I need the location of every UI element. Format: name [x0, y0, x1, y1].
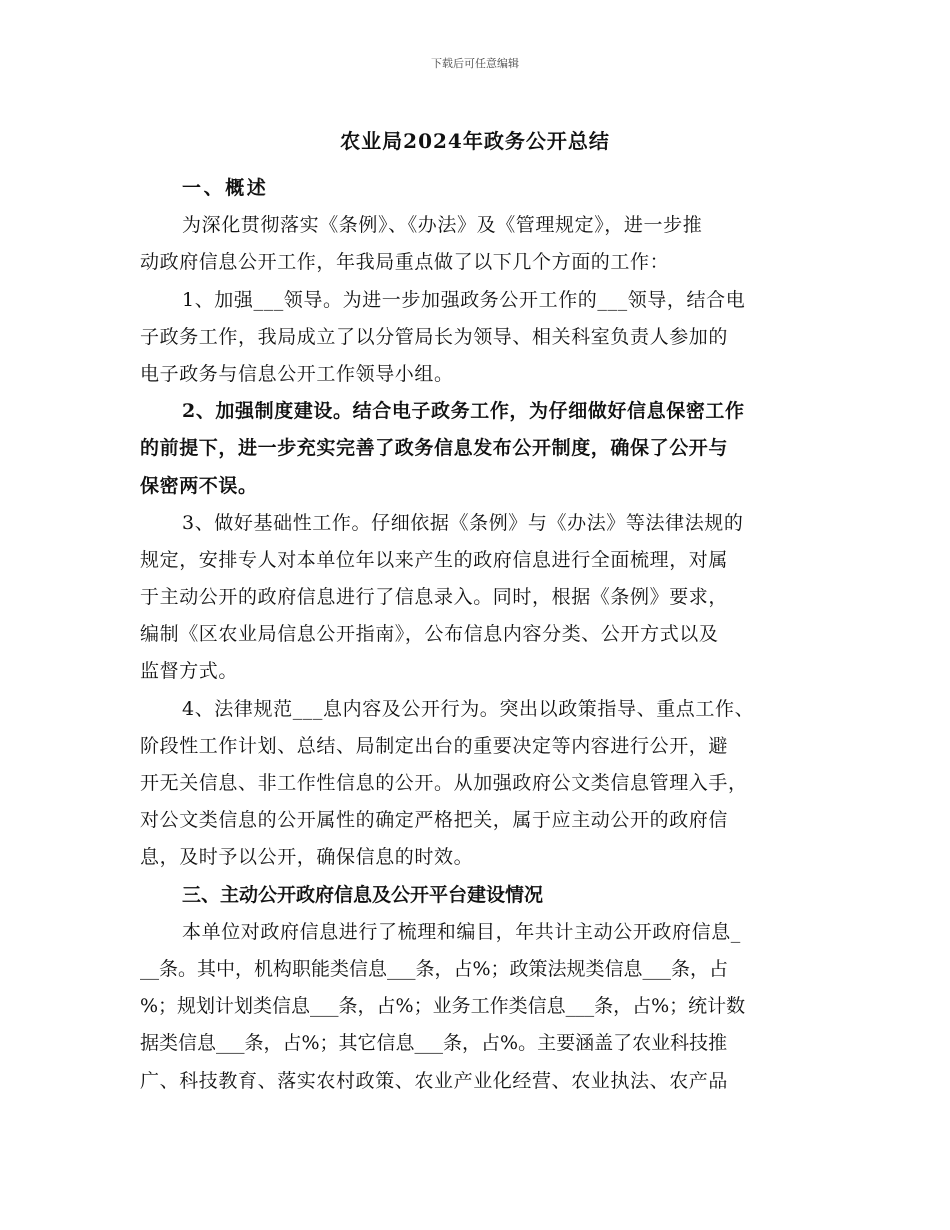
paragraph-line: 编制《区农业局信息公开指南》，公布信息内容分类、公开方式以及 [140, 623, 719, 646]
paragraph-line: 开无关信息、非工作性信息的公开。从加强政府公文类信息管理入手， [140, 772, 748, 794]
paragraph-line-item-3: 3、做好基础性工作。仔细依据《条例》与《办法》等法律法规的 [182, 511, 744, 534]
paragraph-line: 对公文类信息的公开属性的确定严格把关，属于应主动公开的政府信 [140, 809, 729, 832]
paragraph-line: 为深化贯彻落实《条例》、《办法》及《管理规定》，进一步推 [182, 214, 703, 237]
paragraph-line: 广、科技教育、落实农村政策、农业产业化经营、农业执法、农产品 [140, 1069, 729, 1092]
paragraph-line: 监督方式。 [140, 660, 239, 683]
bold-paragraph-line: 保密两不误。 [140, 474, 258, 497]
section-heading-overview: 一、概述 [182, 177, 269, 199]
paragraph-line: 电子政务与信息公开工作领导小组。 [140, 362, 454, 385]
paragraph-line-item-1: 1、加强___领导。为进一步加强政务公开工作的___领导，结合电 [182, 288, 746, 311]
paragraph-line: 于主动公开的政府信息进行了信息录入。同时，根据《条例》要求， [140, 586, 729, 609]
paragraph-line: 规定，安排专人对本单位年以来产生的政府信息进行全面梳理，对属 [140, 548, 729, 571]
paragraph-line: 息，及时予以公开，确保信息的时效。 [140, 846, 474, 869]
bold-paragraph-line-item-2: 2、加强制度建设。结合电子政务工作，为仔细做好信息保密工作 [182, 400, 745, 423]
document-title: 农业局2024年政务公开总结 [340, 129, 610, 153]
paragraph-line-item-4: 4、法律规范___息内容及公开行为。突出以政策指导、重点工作、 [182, 697, 755, 720]
paragraph-line: 据类信息___条，占%；其它信息___条，占%。主要涵盖了农业科技推 [140, 1032, 728, 1055]
paragraph-line: 子政务工作，我局成立了以分管局长为领导、相关科室负责人参加的 [140, 325, 729, 348]
page-header-note: 下载后可任意编辑 [431, 57, 519, 70]
document-body [140, 170, 810, 1100]
bold-paragraph-line: 的前提下，进一步充实完善了政务信息发布公开制度，确保了公开与 [140, 437, 729, 460]
paragraph-line: %；规划计划类信息___条，占%；业务工作类信息___条，占%；统计数 [140, 995, 746, 1018]
paragraph-line: 动政府信息公开工作，年我局重点做了以下几个方面的工作： [140, 251, 670, 274]
paragraph-line: 本单位对政府信息进行了梳理和编目，年共计主动公开政府信息_ [182, 920, 741, 943]
section-heading-public-info: 三、主动公开政府信息及公开平台建设情况 [182, 883, 544, 906]
paragraph-line: __条。其中，机构职能类信息___条，占%；政策法规类信息___条，占 [140, 957, 729, 980]
paragraph-line: 阶段性工作计划、总结、局制定出台的重要决定等内容进行公开，避 [140, 734, 729, 757]
